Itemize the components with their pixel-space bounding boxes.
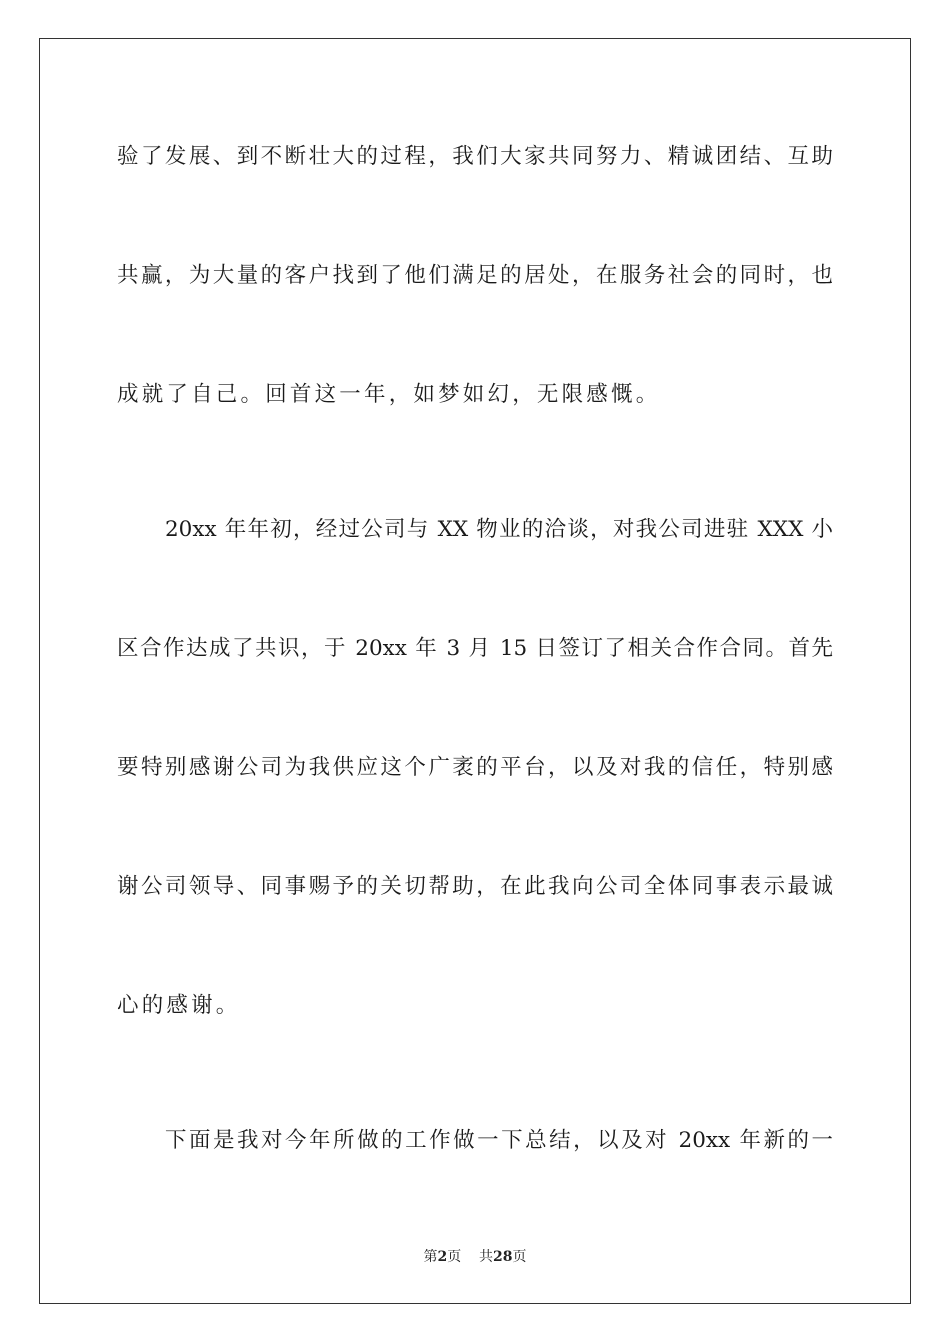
- page-border: [39, 38, 911, 1304]
- body-line-6: 要特别感谢公司为我供应这个广袤的平台，以及对我的信任，特别感: [117, 755, 833, 780]
- body-line-8: 心的感谢。: [117, 993, 241, 1018]
- body-line-1: 验了发展、到不断壮大的过程，我们大家共同努力、精诚团结、互助: [117, 144, 833, 169]
- total-pages: 28: [493, 1249, 513, 1265]
- body-line-5: 区合作达成了共识，于 20xx 年 3 月 15 日签订了相关合作合同。首先: [117, 636, 833, 661]
- body-line-2: 共赢，为大量的客户找到了他们满足的居处，在服务社会的同时，也: [117, 263, 833, 288]
- body-line-7: 谢公司领导、同事赐予的关切帮助，在此我向公司全体同事表示最诚: [117, 874, 833, 899]
- total-suffix: 页: [512, 1249, 527, 1265]
- total-prefix: 共: [479, 1249, 494, 1265]
- page-footer: [0, 1248, 950, 1266]
- body-line-3: 成就了自己。回首这一年，如梦如幻，无限感慨。: [117, 382, 661, 407]
- body-line-4: 20xx 年年初，经过公司与 XX 物业的洽谈，对我公司进驻 XXX 小: [165, 517, 833, 542]
- page-prefix: 第: [423, 1249, 438, 1265]
- page-suffix: 页: [447, 1249, 462, 1265]
- body-line-9: 下面是我对今年所做的工作做一下总结，以及对 20xx 年新的一: [165, 1128, 833, 1153]
- page-number: 2: [437, 1249, 448, 1265]
